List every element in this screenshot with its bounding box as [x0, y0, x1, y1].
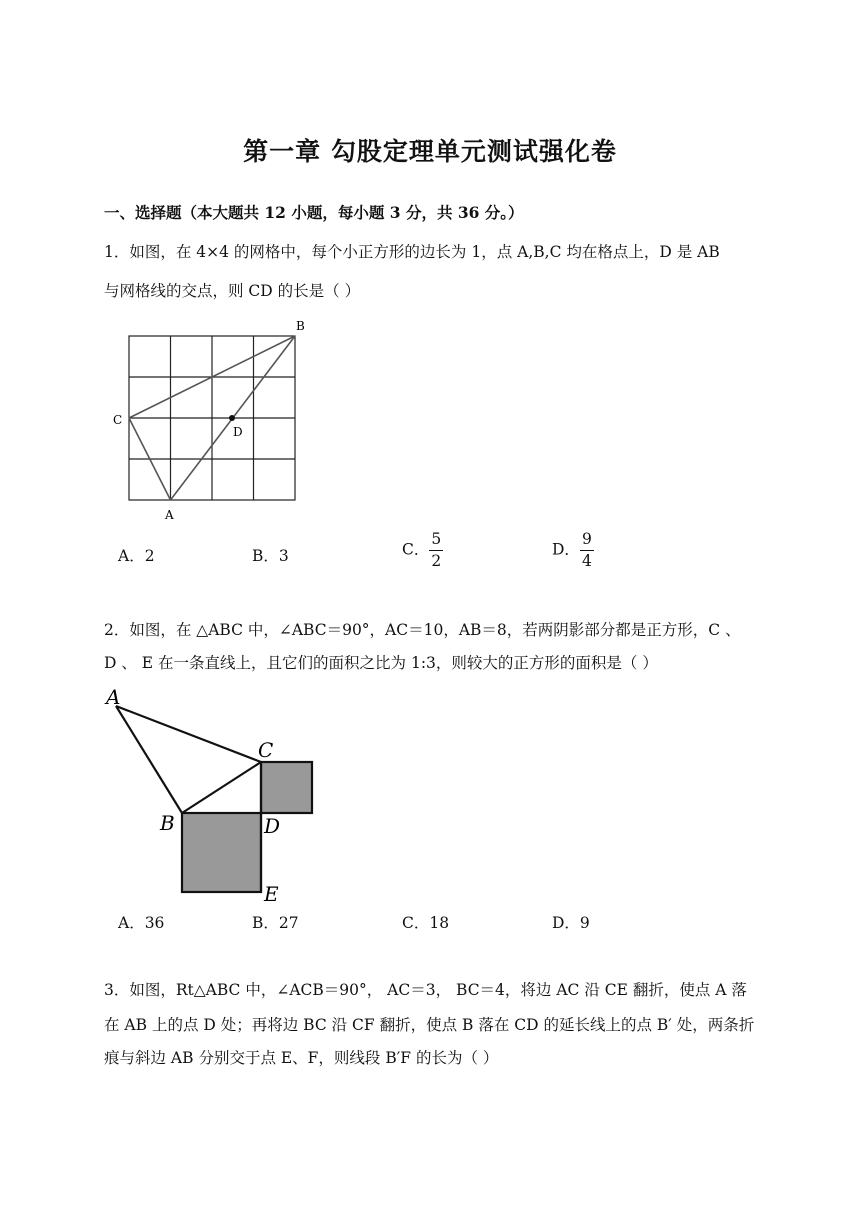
- q2-option-c[interactable]: C．18: [402, 914, 450, 932]
- section-heading: 一、选择题（本大题共 12 小题，每小题 3 分，共 36 分。）: [104, 203, 524, 222]
- question-2-figure: [100, 682, 330, 906]
- q1-option-b[interactable]: B．3: [252, 547, 289, 565]
- label-c: C: [113, 413, 123, 427]
- label-d: D: [233, 425, 243, 439]
- question-3-line-1: 3．如图，Rt△ABC 中，∠ACB＝90°， AC＝3， BC＝4，将边 AC 沿 CE 翻折，使点 A 落: [104, 981, 747, 999]
- q1-option-d-fraction: $\frac{9}{4}$: [581, 530, 592, 570]
- point-d: [229, 415, 235, 421]
- question-3-line-2: 在 AB 上的点 D 处；再将边 BC 沿 CF 翻折，使点 B 落在 CD 的延长线上的点 B′ 处，两条折: [104, 1016, 755, 1034]
- q1-option-c[interactable]: [402, 532, 443, 569]
- grid-lines: [129, 336, 295, 500]
- large-square: [182, 813, 261, 892]
- label-a: A: [165, 508, 174, 522]
- question-1-line-2: 与网格线的交点，则 CD 的长是（ ）: [104, 282, 361, 300]
- label-d: D: [264, 814, 281, 838]
- segment-ac: [116, 706, 261, 762]
- question-1-line-1: 1．如图，在 4×4 的网格中，每个小正方形的边长为 1，点 A,B,C 均在格点上，D 是 AB: [104, 243, 720, 261]
- label-a: A: [106, 685, 121, 709]
- q1-option-a[interactable]: A．2: [118, 547, 155, 565]
- label-b: B: [296, 319, 305, 333]
- label-b: B: [160, 811, 175, 835]
- q1-option-d[interactable]: [552, 532, 594, 569]
- segment-ab: [116, 706, 182, 813]
- q2-option-a[interactable]: A．36: [118, 914, 165, 932]
- small-square: [261, 762, 312, 813]
- q2-option-d[interactable]: D．9: [552, 914, 590, 932]
- question-2-line-2: D 、 E 在一条直线上，且它们的面积之比为 1:3，则较大的正方形的面积是（ ）: [104, 654, 658, 672]
- q1-option-d-label: D．: [552, 540, 580, 559]
- segment-bc: [182, 762, 261, 813]
- label-c: C: [258, 738, 274, 762]
- page-title: 第一章 勾股定理单元测试强化卷: [243, 137, 617, 166]
- triangle-abc: [116, 706, 261, 813]
- q1-option-c-label: C．: [402, 540, 430, 559]
- label-e: E: [264, 882, 279, 906]
- question-2-line-1: 2．如图，在 △ABC 中，∠ABC＝90°，AC＝10，AB＝8，若两阴影部分都是正方形，C 、: [104, 621, 741, 639]
- question-3-line-3: 痕与斜边 AB 分别交于点 E、F，则线段 B′F 的长为（ ）: [104, 1049, 499, 1067]
- q1-option-c-fraction: $\frac{5}{2}$: [431, 530, 442, 570]
- question-1-grid-figure: [108, 318, 318, 528]
- q2-option-b[interactable]: B．27: [252, 914, 299, 932]
